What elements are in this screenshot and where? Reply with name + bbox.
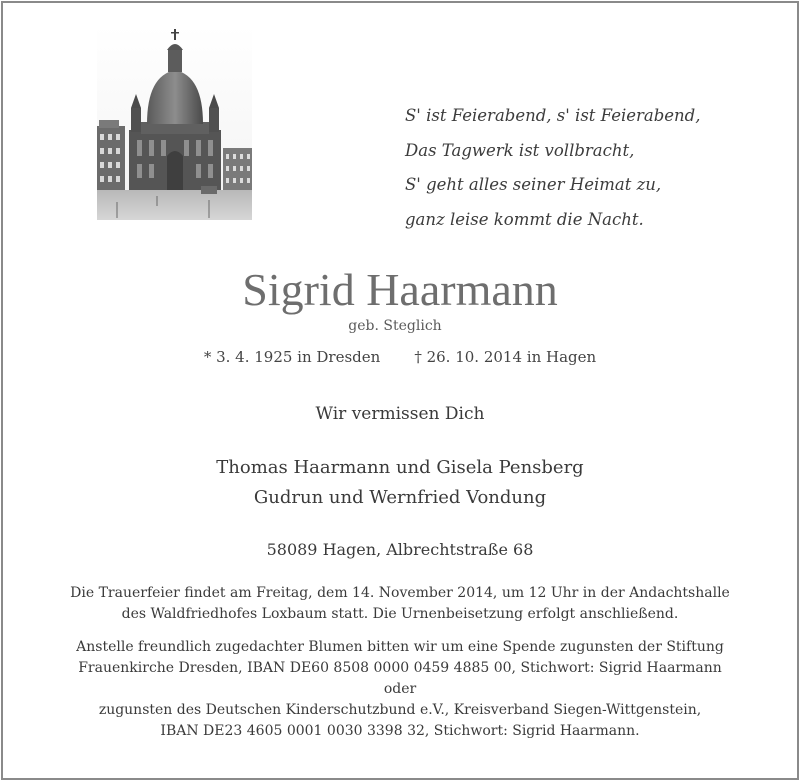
death-date: † 26. 10. 2014 in Hagen (414, 348, 597, 366)
mourner-line: Gudrun und Wernfried Vondung (253, 487, 547, 508)
deceased-name: Sigrid Haarmann (242, 264, 558, 315)
donation-line: Frauenkirche Dresden, IBAN DE60 8508 0000 0459 4885 00, Stichwort: Sigrid Haarmann (78, 660, 722, 676)
donation-line: Anstelle freundlich zugedachter Blumen bitten wir um eine Spende zugunsten der Stiftung (76, 639, 724, 655)
message: Wir vermissen Dich (315, 404, 485, 424)
donation-info (0, 637, 800, 742)
maiden-name: geb. Steglich (348, 318, 442, 334)
mourners (0, 453, 800, 513)
birth-date: * 3. 4. 1925 in Dresden (203, 348, 381, 366)
verse-line: S' geht alles seiner Heimat zu, (405, 175, 662, 194)
donation-line: zugunsten des Deutschen Kinderschutzbund e.V., Kreisverband Siegen-Wittgenstein, (98, 702, 702, 718)
address: 58089 Hagen, Albrechtstraße 68 (266, 540, 534, 559)
verse (405, 99, 765, 237)
mourner-line: Thomas Haarmann und Gisela Pensberg (216, 457, 584, 478)
donation-line: oder (383, 681, 417, 697)
verse-line: ganz leise kommt die Nacht. (405, 209, 644, 229)
verse-line: Das Tagwerk ist vollbracht, (405, 140, 635, 160)
frauenkirche-photo (97, 26, 252, 220)
life-dates (0, 348, 800, 366)
funeral-info (0, 583, 800, 625)
donation-line: IBAN DE23 4605 0001 0030 3398 32, Stichwort: Sigrid Haarmann. (160, 723, 640, 739)
funeral-line: Die Trauerfeier findet am Freitag, dem 14. November 2014, um 12 Uhr in der Andachtshalle (70, 585, 730, 601)
verse-line: S' ist Feierabend, s' ist Feierabend, (405, 106, 701, 125)
funeral-line: des Waldfriedhofes Loxbaum statt. Die Urnenbeisetzung erfolgt anschließend. (121, 606, 679, 622)
